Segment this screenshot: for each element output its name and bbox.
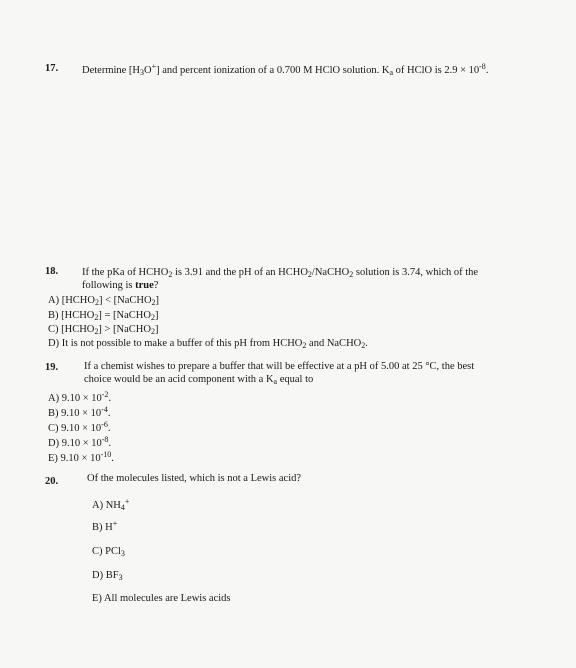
question-20-option-e: E) All molecules are Lewis acids xyxy=(92,593,231,604)
question-20-text: Of the molecules listed, which is not a Lewis acid? xyxy=(87,473,302,484)
question-19-option-e: E) $9.10 \times 10^{-10}$. xyxy=(48,450,114,464)
question-20-option-b: B) H+ xyxy=(92,519,118,533)
question-18-text: If the pKa of $HCHO_2$ is 3.91 and the pH of an $HCHO_2/NaCHO_2$ solution is 3.74, which of the following is true? xyxy=(82,267,479,291)
question-19-text: If a chemist wishes to prepare a buffer that will be effective at a pH of 5.00 at 25 °C, the best choice would be an acid component with a $K_a$ equal to xyxy=(84,361,475,386)
question-19-option-b: B) $9.10 \times 10^{-4}$. xyxy=(48,405,111,419)
question-20-option-c: C) PCl$_3$ xyxy=(92,546,125,558)
question-18-option-b: B) $[HCHO_2]$ = [NaCHO$_2$] xyxy=(48,310,159,322)
question-20-option-d: D) $BF_3$ xyxy=(92,570,123,582)
question-18-number: 18. xyxy=(45,266,59,277)
question-19-option-a: A) $9.10 \times 10^{-2}$. xyxy=(48,390,112,404)
question-17-text: Determine $[H_3O^+]$ and percent ionization of a 0.700 M HClO solution. $K_a$ of HClO is $2.9 \times 10^{-8}$. xyxy=(82,62,489,77)
question-18-option-c: C) $[HCHO_2]$ > [NaCHO$_2$] xyxy=(48,324,159,336)
question-17-number: 17. xyxy=(45,63,59,74)
question-18-option-d: D) It is not possible to make a buffer of this pH from $HCHO_2$ and NaCHO$_2$. xyxy=(48,338,368,350)
question-20-option-a: A) $NH_4^+$ xyxy=(92,497,130,512)
question-19-option-d: D) $9.10 \times 10^{-8}$. xyxy=(48,435,112,449)
question-18-option-a: A) $[HCHO_2]$ < [NaCHO$_2$] xyxy=(48,295,160,307)
question-19-number: 19. xyxy=(45,362,59,373)
question-20-number: 20. xyxy=(45,476,59,487)
question-19-option-c: C) $9.10 \times 10^{-6}$. xyxy=(48,420,111,434)
